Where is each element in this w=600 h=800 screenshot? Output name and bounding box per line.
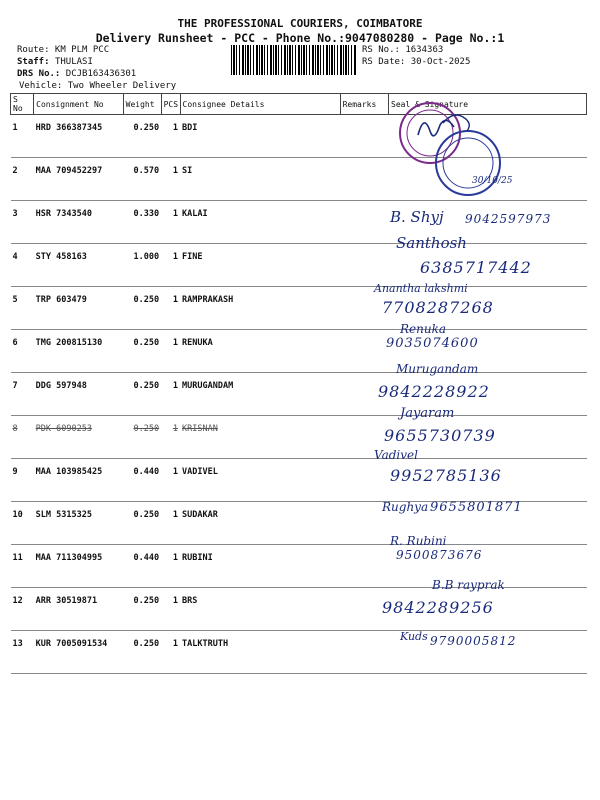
row-consignment: PDK 6090253 [34,416,124,459]
signature-phone: 9655801871 [430,500,523,515]
stamp-date: 30/10/25 [472,176,513,186]
signature-phone: 9655730739 [384,426,496,445]
signature-name: Murugandam [396,362,479,376]
col-weight: Weight [123,94,161,115]
drs-label: DRS No.: [17,69,61,79]
signature-phone: 9790005812 [430,634,517,648]
company-title: THE PROFESSIONAL COURIERS, COIMBATORE [177,17,423,30]
signature-name: Anantha lakshmi [374,282,468,295]
row-weight: 0.250 [123,287,161,330]
row-weight: 0.440 [123,459,161,502]
row-sno: 11 [11,545,34,588]
drs-line [17,69,136,79]
signature-phone: 9842289256 [382,598,494,617]
signature-name: Santhosh [396,234,467,252]
row-sno: 13 [11,631,34,674]
row-pcs: 1 [161,244,180,287]
row-pcs: 1 [161,588,180,631]
row-consignee: SI [180,158,340,201]
signature-phone: 9500873676 [396,548,483,562]
row-consignee: BDI [180,115,340,158]
rs-date: RS Date: 30-Oct-2025 [362,57,471,67]
row-weight: 0.250 [123,631,161,674]
col-consignment: Consignment No [34,94,124,115]
row-consignee: RUBINI [180,545,340,588]
row-pcs: 1 [161,502,180,545]
row-weight: 0.250 [123,588,161,631]
signature-name: B.B rayprak [432,578,505,592]
row-sno: 3 [11,201,34,244]
row-sno: 1 [11,115,34,158]
row-pcs: 1 [161,287,180,330]
row-weight: 0.330 [123,201,161,244]
drs-value: DCJB163436301 [65,69,137,79]
row-sno: 12 [11,588,34,631]
route-label: Route: KM PLM PCC [17,45,110,55]
row-pcs: 1 [161,459,180,502]
row-sno: 8 [11,416,34,459]
row-consignment: DDG 597948 [34,373,124,416]
signature-name: Vadivel [374,448,418,462]
signature-phone: 9952785136 [390,466,502,485]
row-consignment: STY 458163 [34,244,124,287]
signature-name: Renuka [400,322,447,336]
row-weight: 0.250 [123,330,161,373]
signature-name: Jayaram [400,406,455,421]
stamp-scribble [418,120,454,135]
row-weight: 0.250 [123,502,161,545]
signature-phone: 9035074600 [386,336,479,351]
row-consignee: VADIVEL [180,459,340,502]
row-consignee: KRISNAN [180,416,340,459]
signature-phone: 7708287268 [382,298,494,317]
row-consignee: FINE [180,244,340,287]
barcode [231,45,356,75]
delivery-stamp [388,95,513,205]
row-consignee: RAMPRAKASH [180,287,340,330]
row-consignee: TALKTRUTH [180,631,340,674]
row-pcs: 1 [161,201,180,244]
vehicle-label: Vehicle: Two Wheeler Delivery [19,81,177,91]
row-consignment: HRD 366387345 [34,115,124,158]
row-consignment: TRP 603479 [34,287,124,330]
row-pcs: 1 [161,631,180,674]
staff-line [17,57,93,67]
row-sno: 10 [11,502,34,545]
staff-label: Staff: [17,57,50,67]
col-details: Consignee Details [180,94,340,115]
col-pcs: PCS [161,94,180,115]
signature-phone: 9042597973 [465,212,552,226]
row-pcs: 1 [161,330,180,373]
row-weight: 0.570 [123,158,161,201]
row-consignment: KUR 7005091534 [34,631,124,674]
row-consignee: RENUKA [180,330,340,373]
row-sno: 7 [11,373,34,416]
row-pcs: 1 [161,545,180,588]
row-remarks [340,115,388,158]
row-weight: 1.000 [123,244,161,287]
row-weight: 0.250 [123,416,161,459]
row-pcs: 1 [161,158,180,201]
row-consignment: ARR 30519871 [34,588,124,631]
col-remarks: Remarks [340,94,388,115]
row-sno: 6 [11,330,34,373]
signature-phone: 9842228922 [378,382,490,401]
row-consignment: HSR 7343540 [34,201,124,244]
row-sno: 2 [11,158,34,201]
row-pcs: 1 [161,373,180,416]
staff-value: THULASI [54,57,93,67]
row-weight: 0.440 [123,545,161,588]
row-pcs: 1 [161,416,180,459]
row-consignee: KALAI [180,201,340,244]
row-sno: 5 [11,287,34,330]
signature-name: Kuds [400,630,428,643]
rs-number: RS No.: 1634363 [362,45,444,55]
row-consignment: SLM 5315325 [34,502,124,545]
signature-name: B. Shyj [390,208,444,226]
signature-area [360,190,580,670]
row-consignment: TMG 200815130 [34,330,124,373]
row-sno: 4 [11,244,34,287]
row-weight: 0.250 [123,115,161,158]
row-consignee: SUDAKAR [180,502,340,545]
col-sno: S No [11,94,34,115]
signature-name: R. Rubini [390,534,447,548]
signature-name: Rughya [382,500,429,514]
signature-phone: 6385717442 [420,258,532,277]
col-signature: Seal & Signature [389,94,587,115]
row-consignment: MAA 709452297 [34,158,124,201]
runsheet-subtitle: Delivery Runsheet - PCC - Phone No.:9047080280 - Page No.:1 [95,31,505,45]
row-consignee: BRS [180,588,340,631]
row-pcs: 1 [161,115,180,158]
row-sno: 9 [11,459,34,502]
row-consignment: MAA 711304995 [34,545,124,588]
row-consignment: MAA 103985425 [34,459,124,502]
row-weight: 0.250 [123,373,161,416]
row-consignee: MURUGANDAM [180,373,340,416]
